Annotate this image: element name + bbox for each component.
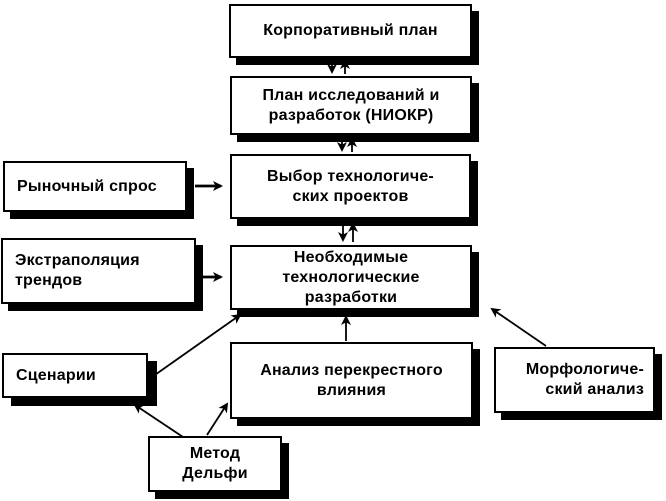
node-label: Экстраполяция	[15, 252, 140, 269]
node-label: Рыночный спрос	[17, 177, 157, 195]
node-required-developments	[230, 245, 472, 310]
node-delphi-method	[148, 436, 282, 492]
node-corporate-plan	[229, 4, 472, 58]
node-label: Выбор технологиче-	[267, 167, 434, 185]
node-morphological-analysis	[494, 347, 655, 413]
node-rnd-plan	[230, 76, 472, 135]
node-label: Корпоративный план	[263, 22, 438, 39]
node-label: Дельфи	[182, 465, 248, 482]
arrow-delphi-to-scenarios	[135, 405, 183, 437]
node-label: ских проектов	[292, 187, 409, 205]
node-label: Анализ перекрестного	[260, 361, 443, 379]
node-trend-extrapolation	[1, 238, 196, 304]
node-label: трендов	[15, 272, 83, 289]
node-label: разработки	[304, 288, 398, 306]
arrow-delphi-to-cross-impact	[207, 404, 227, 435]
node-label: разработок (НИОКР)	[268, 106, 434, 124]
node-label: ский анализ	[545, 381, 644, 398]
node-label: Метод	[189, 445, 241, 462]
node-label: технологические	[282, 268, 420, 286]
node-project-selection	[230, 154, 471, 219]
node-label: Сценарии	[16, 366, 96, 384]
node-market-demand	[3, 161, 187, 212]
arrow-scenarios-to-required-developments	[152, 315, 240, 377]
arrow-morphological-to-required-developments	[492, 309, 546, 346]
node-cross-impact-analysis	[230, 342, 473, 419]
node-label: Необходимые	[293, 248, 409, 266]
node-scenarios	[2, 353, 148, 398]
node-label: влияния	[316, 381, 387, 399]
node-label: Морфологиче-	[525, 361, 644, 378]
node-label: План исследований и	[262, 86, 440, 104]
